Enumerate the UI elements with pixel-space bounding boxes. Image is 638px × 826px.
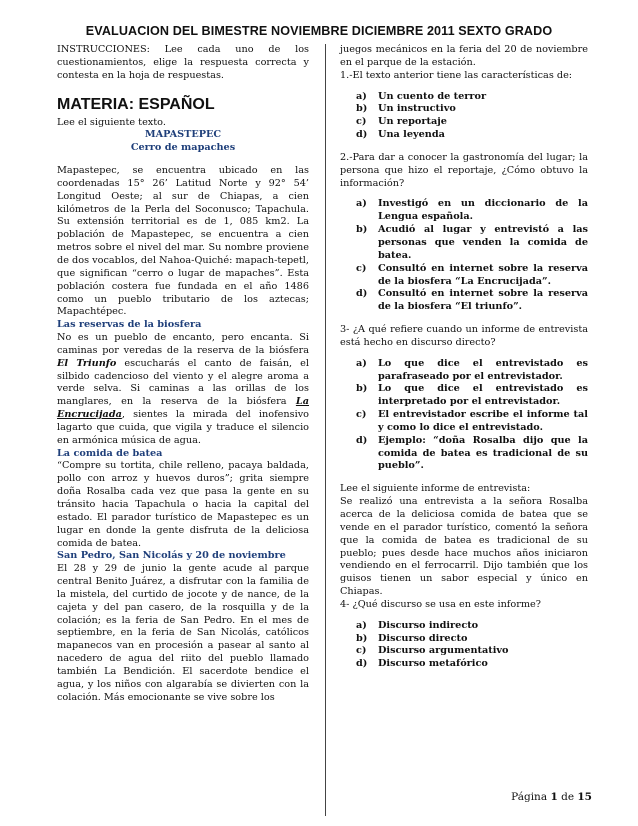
question-4: 4- ¿Qué discurso se usa en este informe? [340,598,541,610]
left-column [57,44,309,705]
option-item[interactable]: d) Ejemplo: “doña Rosalba dijo que la comida de batea es tradicional de su pueblo”. [356,434,588,472]
option-item[interactable]: b) Discurso directo [356,632,468,644]
option-item[interactable]: c) El entrevistador escribe el informe tal y como lo dice el entrevistado. [356,409,588,433]
question-1-options [340,91,588,142]
subject-heading: MATERIA: ESPAÑOL [57,95,215,113]
story-subtitle: Cerro de mapaches [130,142,236,154]
question-1: 1.-El texto anterior tiene las características de: [340,69,573,81]
page-title: EVALUACION DEL BIMESTRE NOVIEMBRE DICIEMBRE 2011 SEXTO GRADO [85,24,553,38]
option-item[interactable]: b) Acudió al lugar y entrevistó a las personas que venden la comida de batea. [356,224,588,261]
reserve-name-triunfo: El Triunfo [57,357,117,369]
option-item[interactable]: c) Consultó en internet sobre la reserva de la biosfera “La Encrucijada”. [356,262,588,287]
instructions: INSTRUCCIONES: Lee cada uno de los cuestionamientos, elige la respuesta correcta y contesta en la hoja de respuestas. [57,44,309,81]
section-heading-reservas: Las reservas de la biosfera [57,319,202,331]
section-heading-comida: La comida de batea [57,447,163,459]
option-item[interactable]: b) Lo que dice el entrevistado es interpretado por el entrevistador. [356,383,588,408]
option-item[interactable]: d) Discurso metafórico [356,658,488,670]
paragraph-fiestas: El 28 y 29 de junio la gente acude al parque central Benito Juárez, a disfrutar con la familia de la mistela, del curtido de jocote y de nance, de la cajeta y del pan casero, de la rosquilla y de la colación; es la feria de San Pedro. En el mes de septiembre, en la feria de San Nicolás, católicos mapanecos van en procesión a pasear al santo al nacedero de agua del riito del pueblo llamado también La Bendición. El sacerdote bendice el agua, y los niños con algarabía se divierten con la colación. Más emocionante se vive sobre los [57,563,309,703]
read-text-instruction: Lee el siguiente texto. [57,116,166,128]
question-3: 3- ¿A qué refiere cuando un informe de entrevista está hecho en discurso directo? [340,324,588,348]
story-title: MAPASTEPEC [144,129,222,141]
option-item[interactable]: a) Un cuento de terror [356,90,487,102]
report-paragraph: Se realizó una entrevista a la señora Rosalba acerca de la deliciosa comida de batea que se vende en el parador turístico, comentó la señora que la comida de batea es tradicional de su pueblo; pues desde hace muchos años iniciaron vendiendo en el ferrocarril. Dijo también que los guisos tienen un sabor especial y único en Chiapas. [340,496,588,598]
right-column [340,44,588,671]
option-item[interactable]: a) Lo que dice el entrevistado es parafraseado por el entrevistador. [356,357,588,382]
page-number: Página 1 de 15 [511,791,592,803]
paragraph-reservas: No es un pueblo de encanto, pero encanta. Si caminas por veredas de la reserva de la biósfera El Triunfo escucharás el canto de faisán, el silbido cadencioso del viento y el alegre aroma a verde selva. Si caminas a las orillas de los manglares, en la reserva de la biósfera La Encrucijada, sientes la mirada del inofensivo lagarto que cuida, que vigila y traduce el silencio en armónica música de agua. [57,332,309,446]
question-3-options [340,358,588,474]
option-item[interactable]: d) Consultó en internet sobre la reserva de la biosfera “El triunfo”. [356,288,588,313]
paragraph-continued: juegos mecánicos en la feria del 20 de noviembre en el parque de la estación. [340,44,588,68]
read-report-instruction: Lee el siguiente informe de entrevista: [340,483,531,495]
option-item[interactable]: c) Un reportaje [356,116,447,128]
column-divider [325,44,326,816]
paragraph-intro: Mapastepec, se encuentra ubicado en las coordenadas 15° 26’ Latitud Norte y 92° 54’ Longitud Oeste; al sur de Chiapas, a cien kilómetros de la Perla del Soconusco; Tapachula. Su extensión territorial es de 1, 085 km2. La población de Mapastepec, se encuentra a cien metros sobre el nivel del mar. Su nombre proviene de dos vocablos, del Nahoa-Quiché: mapach-tepetl, que significan “cerro o lugar de mapaches”. Esta población costera fue fundada en el año 1486 como un pueblo tributario de los aztecas; Mapachtépec. [57,165,309,318]
question-4-options [340,620,588,671]
section-heading-fiestas: San Pedro, San Nicolás y 20 de noviembre [57,550,286,562]
option-item[interactable]: a) Investigó en un diccionario de la Lengua española. [356,198,588,223]
question-2-options [340,198,588,314]
option-item[interactable]: c) Discurso argumentativo [356,645,509,657]
option-item[interactable]: d) Una leyenda [356,129,445,141]
option-item[interactable]: a) Discurso indirecto [356,619,479,631]
reserve-name-encrucijada: La Encrucijada [57,396,309,421]
option-item[interactable]: b) Un instructivo [356,103,456,115]
question-2: 2.-Para dar a conocer la gastronomía del lugar; la persona que hizo el reportaje, ¿Cómo obtuvo la información? [340,151,588,189]
paragraph-comida: “Compre su tortita, chile relleno, pacaya baldada, pollo con arroz y huevos duros”; grita siempre doña Rosalba cada vez que pasa la gente en su tránsito hacia Tapachula o hacia la capital del estado. El parador turístico de Mapastepec es un lugar en donde la gente disfruta de la deliciosa comida de batea. [57,460,309,549]
